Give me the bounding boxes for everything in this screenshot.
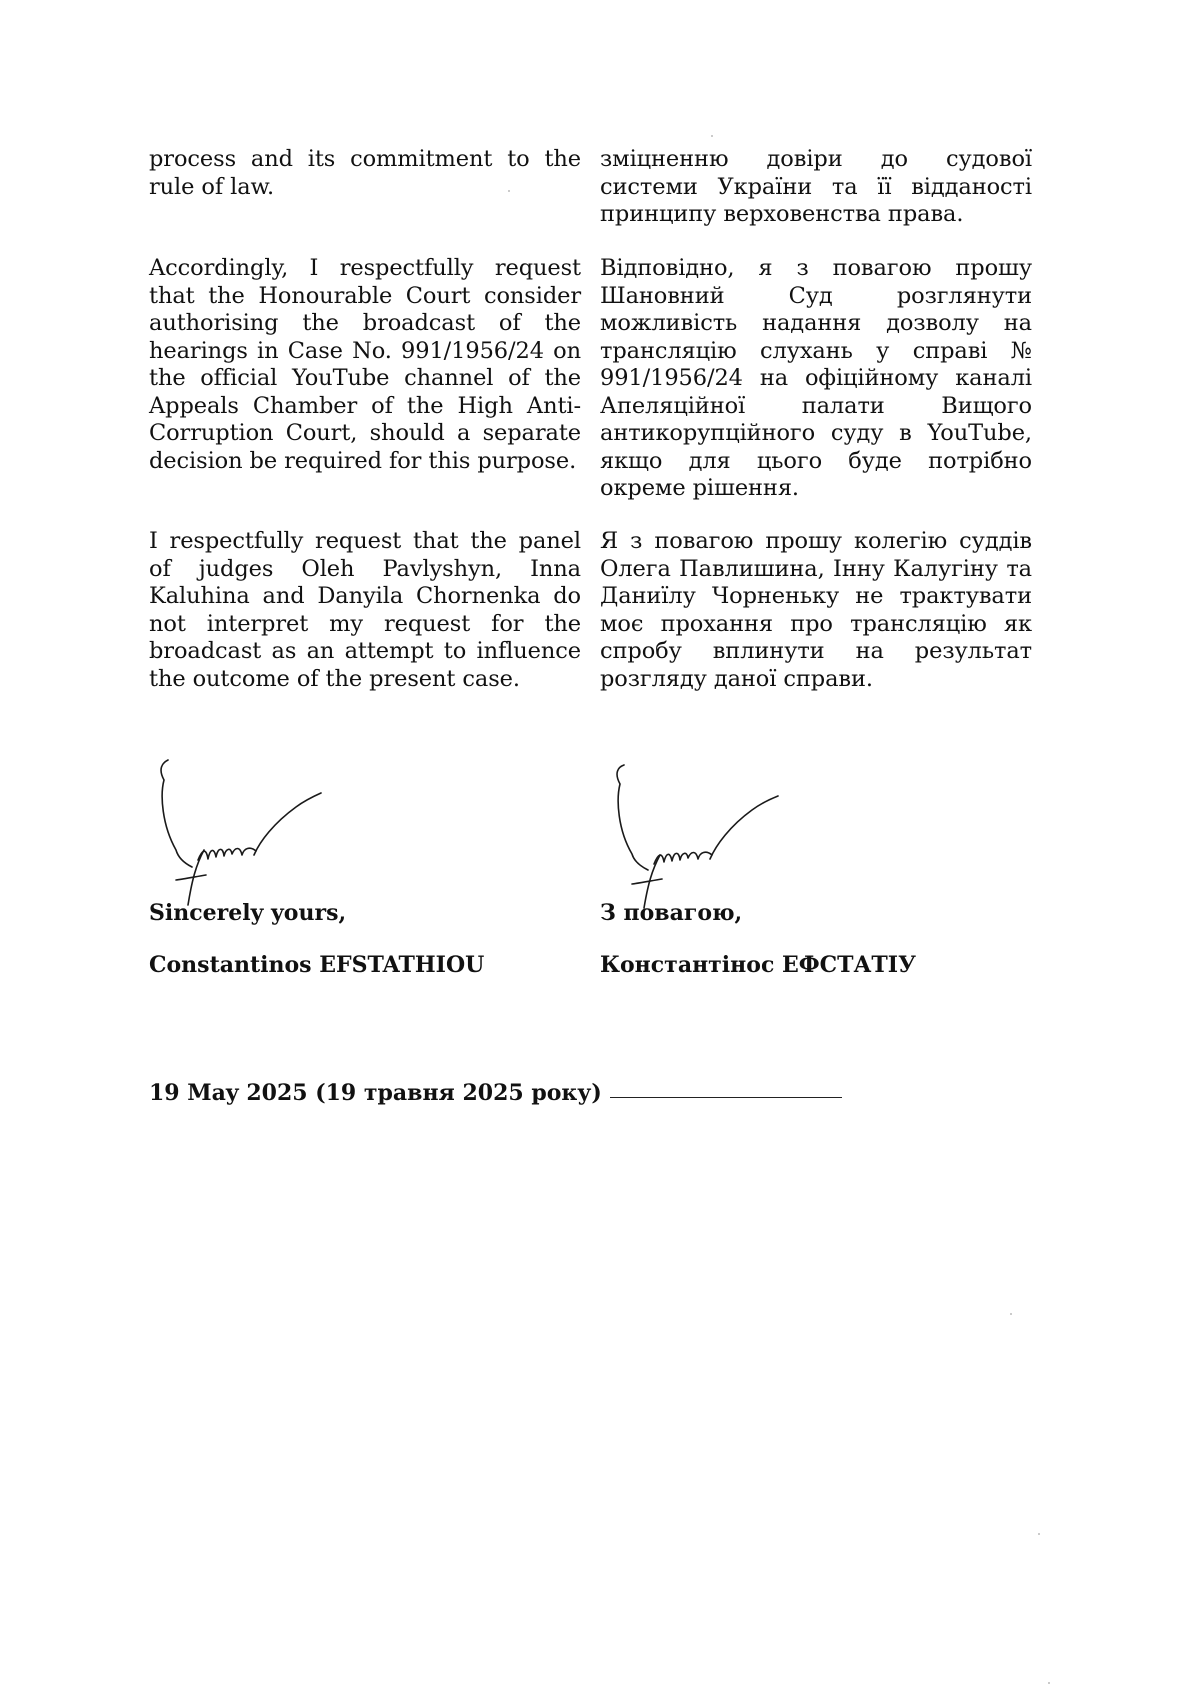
scan-speck	[711, 135, 713, 137]
ukrainian-closing: З повагою,	[600, 900, 743, 926]
english-paragraph-3: I respectfully request that the panel of judges Oleh Pavlyshyn, Inna Kaluhina and Danyila Chornenka do not interpret my request for the broadcast as an attempt to influence the outcome of the present case.	[149, 528, 581, 692]
english-paragraph-2: Accordingly, I respectfully request that the Honourable Court consider authorising the broadcast of the hearings in Case No. 991/1956/24 on the official YouTube channel of the Appeals Chamber of the High Anti-Corruption Court, should a separate decision be required for this purpose.	[149, 255, 581, 474]
english-signatory-name: Constantinos EFSTATHIOU	[149, 952, 485, 978]
scan-speck	[1048, 1682, 1050, 1684]
scan-speck	[508, 190, 510, 192]
ukrainian-signatory-name: Константінос ЕФСТАТІУ	[600, 952, 916, 978]
ukrainian-paragraph-2: Відповідно, я з повагою прошу Шановний Суд розглянути можливість надання дозволу на трансляцію слухань у справі № 991/1956/24 на офіційному каналі Апеляційної палати Вищого антикорупційного суду в YouTube, якщо для цього буде потрібно окреме рішення.	[600, 255, 1032, 501]
date-line	[149, 1080, 842, 1106]
english-paragraph-1: process and its commitment to the rule of law.	[149, 146, 581, 200]
scan-speck	[1038, 1533, 1040, 1535]
ukrainian-paragraph-1: зміцненню довіри до судової системи України та її відданості принципу верховенства права.	[600, 146, 1032, 227]
date-text: 19 May 2025 (19 травня 2025 року)	[149, 1080, 602, 1106]
signature-blank-line	[610, 1097, 842, 1098]
signature-left-icon	[146, 755, 336, 960]
signature-right-icon	[600, 758, 790, 963]
ukrainian-paragraph-3: Я з повагою прошу колегію суддів Олега Павлишина, Інну Калугіну та Даниїлу Чорненьку не трактувати моє прохання про трансляцію як спробу вплинути на результат розгляду даної справи.	[600, 528, 1032, 692]
english-closing: Sincerely yours,	[149, 900, 347, 926]
scan-speck	[1010, 1313, 1012, 1315]
